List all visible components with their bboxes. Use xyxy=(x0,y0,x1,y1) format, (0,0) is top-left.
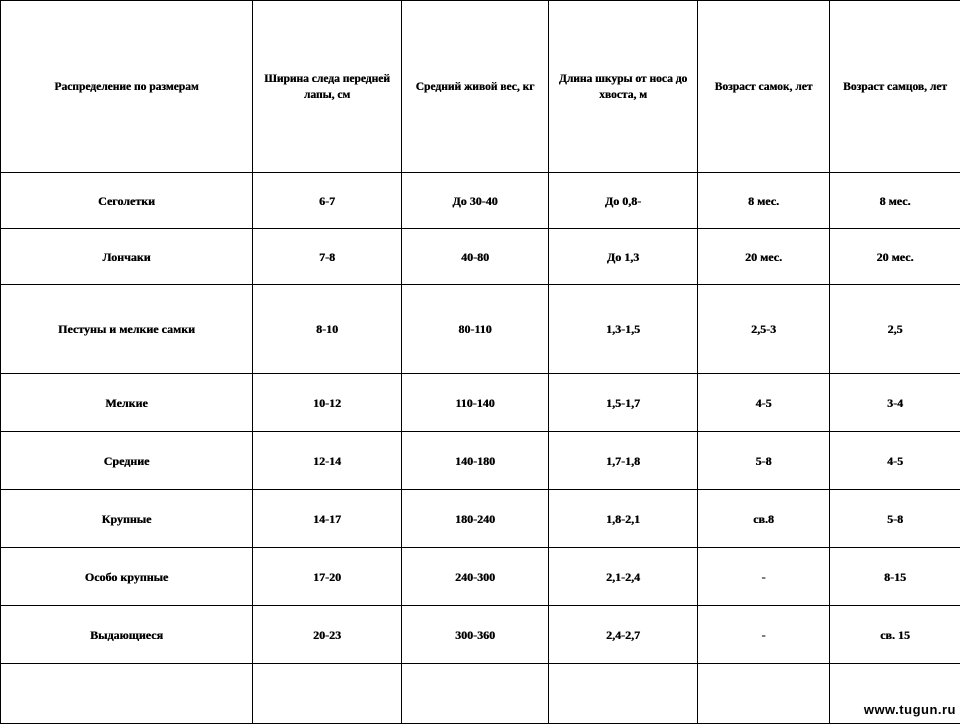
header-avg-weight: Средний живой вес, кг xyxy=(402,1,549,173)
header-hide-length: Длина шкуры от носа до хвоста, м xyxy=(549,1,698,173)
cell-hide-length: 2,4-2,7 xyxy=(549,606,698,664)
cell-female-age: св.8 xyxy=(698,490,830,548)
cell-hide-length: 1,3-1,5 xyxy=(549,285,698,374)
cell-paw-width: 8-10 xyxy=(253,285,402,374)
cell-male-age: св. 15 xyxy=(830,606,960,664)
cell-category: Особо крупные xyxy=(1,548,253,606)
cell-paw-width: 20-23 xyxy=(253,606,402,664)
cell-female-age: - xyxy=(698,606,830,664)
table-row xyxy=(1,548,960,606)
cell-category: Пестуны и мелкие самки xyxy=(1,285,253,374)
cell-paw-width: 7-8 xyxy=(253,229,402,285)
cell-male-age: 5-8 xyxy=(830,490,960,548)
cell-hide-length: 1,7-1,8 xyxy=(549,432,698,490)
cell-category: Лончаки xyxy=(1,229,253,285)
cell-category: Крупные xyxy=(1,490,253,548)
cell-paw-width: 10-12 xyxy=(253,374,402,432)
cell-weight: 40-80 xyxy=(402,229,549,285)
cell-female-age: 4-5 xyxy=(698,374,830,432)
cell-hide-length: До 1,3 xyxy=(549,229,698,285)
site-watermark: www.tugun.ru xyxy=(864,702,956,717)
table-row xyxy=(1,374,960,432)
header-paw-width: Ширина следа передней лапы, см xyxy=(253,1,402,173)
cell-male-age: 20 мес. xyxy=(830,229,960,285)
cell-hide-length: 2,1-2,4 xyxy=(549,548,698,606)
cell-weight: 140-180 xyxy=(402,432,549,490)
empty-cell xyxy=(253,664,402,724)
empty-cell xyxy=(402,664,549,724)
cell-weight: 300-360 xyxy=(402,606,549,664)
cell-paw-width: 14-17 xyxy=(253,490,402,548)
cell-category: Выдающиеся xyxy=(1,606,253,664)
empty-cell xyxy=(549,664,698,724)
cell-male-age: 8 мес. xyxy=(830,173,960,229)
cell-paw-width: 12-14 xyxy=(253,432,402,490)
cell-male-age: 3-4 xyxy=(830,374,960,432)
table-row xyxy=(1,285,960,374)
cell-category: Мелкие xyxy=(1,374,253,432)
cell-female-age: 8 мес. xyxy=(698,173,830,229)
header-size-distribution: Распределение по размерам xyxy=(1,1,253,173)
header-female-age: Возраст самок, лет xyxy=(698,1,830,173)
empty-cell xyxy=(698,664,830,724)
header-row xyxy=(1,1,960,173)
empty-row xyxy=(1,664,960,724)
header-male-age: Возраст самцов, лет xyxy=(830,1,960,173)
cell-male-age: 2,5 xyxy=(830,285,960,374)
cell-male-age: 4-5 xyxy=(830,432,960,490)
cell-hide-length: До 0,8- xyxy=(549,173,698,229)
table-row xyxy=(1,432,960,490)
cell-female-age: - xyxy=(698,548,830,606)
table-row xyxy=(1,490,960,548)
cell-weight: 110-140 xyxy=(402,374,549,432)
cell-weight: До 30-40 xyxy=(402,173,549,229)
cell-hide-length: 1,5-1,7 xyxy=(549,374,698,432)
cell-female-age: 20 мес. xyxy=(698,229,830,285)
cell-hide-length: 1,8-2,1 xyxy=(549,490,698,548)
cell-female-age: 2,5-3 xyxy=(698,285,830,374)
table-row xyxy=(1,606,960,664)
cell-female-age: 5-8 xyxy=(698,432,830,490)
cell-category: Сеголетки xyxy=(1,173,253,229)
table-row xyxy=(1,229,960,285)
empty-cell xyxy=(1,664,253,724)
cell-paw-width: 6-7 xyxy=(253,173,402,229)
cell-weight: 240-300 xyxy=(402,548,549,606)
cell-weight: 180-240 xyxy=(402,490,549,548)
table-row xyxy=(1,173,960,229)
cell-paw-width: 17-20 xyxy=(253,548,402,606)
cell-weight: 80-110 xyxy=(402,285,549,374)
cell-male-age: 8-15 xyxy=(830,548,960,606)
cell-category: Средние xyxy=(1,432,253,490)
